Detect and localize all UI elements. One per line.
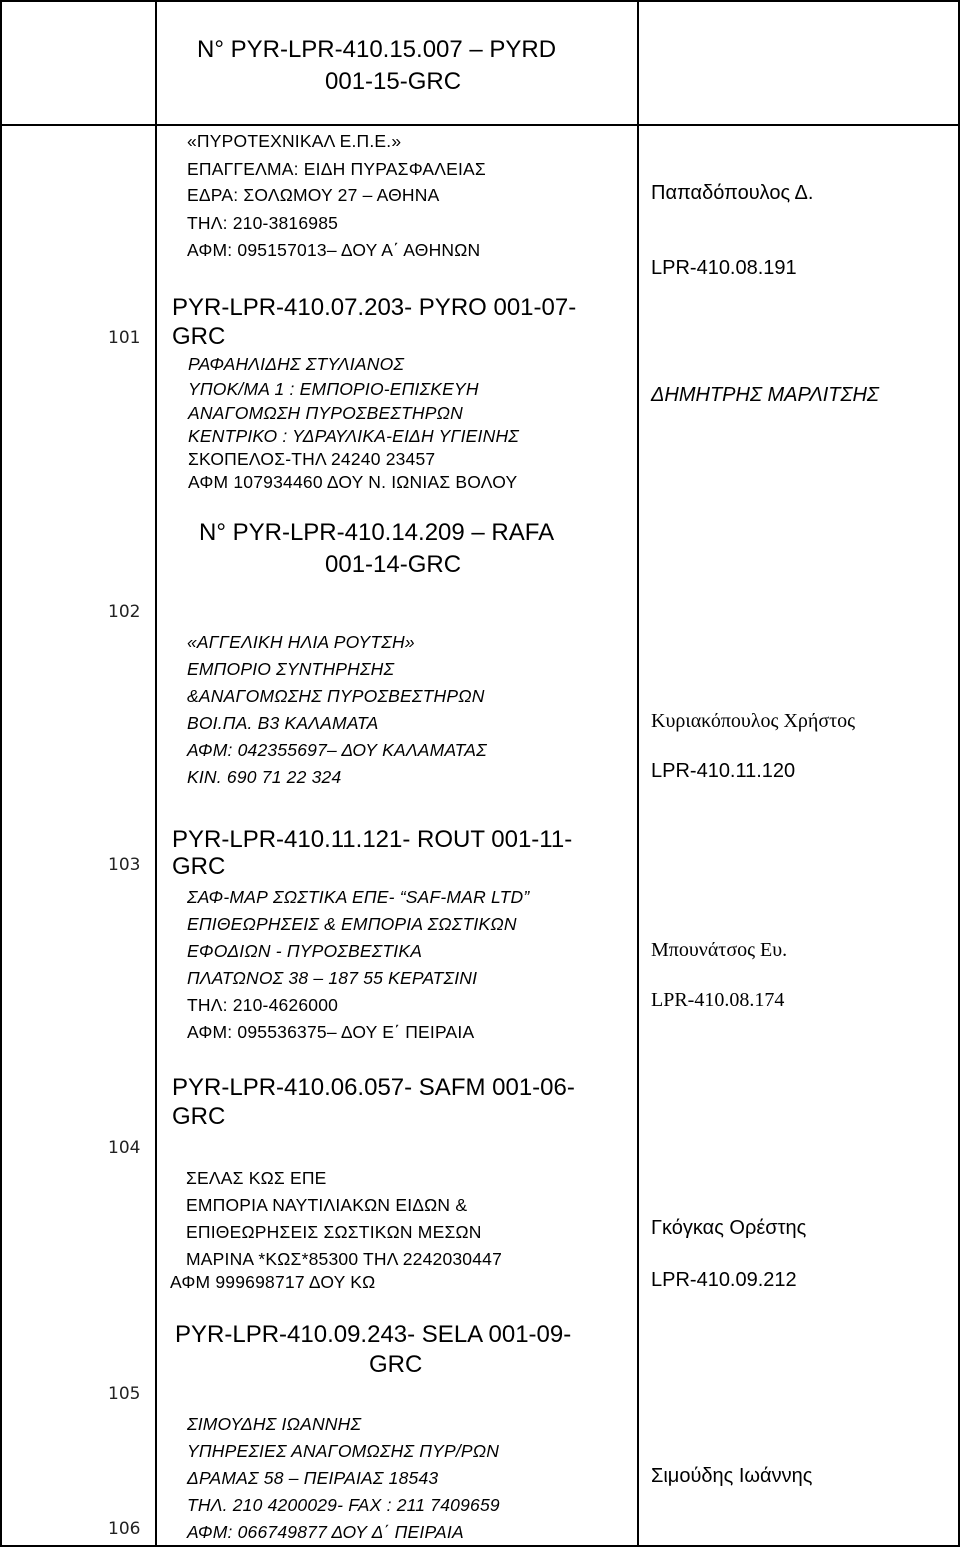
product-code-line2: GRC [172, 323, 226, 350]
product-code-line2: GRC [172, 1103, 226, 1130]
product-code-line1: PYR-LPR-410.11.121- ROUT 001-11- [172, 826, 573, 853]
company-line: ΔΡΑΜΑΣ 58 – ΠΕΙΡΑΙΑΣ 18543 [187, 1468, 439, 1488]
row-number-103: 103 [108, 855, 141, 875]
license-number: LPR-410.11.120 [651, 760, 796, 782]
product-code-line2: GRC [369, 1351, 423, 1378]
company-line: ΤΗΛ: 210-4626000 [187, 995, 339, 1015]
company-line: ΣΚΟΠΕΛΟΣ-ΤΗΛ 24240 23457 [188, 449, 436, 469]
company-line: ΚΙΝ. 690 71 22 324 [187, 767, 342, 787]
person-name: Παπαδόπουλος Δ. [651, 182, 814, 204]
row-number-105: 105 [108, 1384, 141, 1404]
company-line: «ΠΥΡΟΤΕΧΝΙΚΑΛ Ε.Π.Ε.» [187, 131, 402, 151]
product-code-line1: PYR-LPR-410.07.203- PYRO 001-07- [172, 294, 577, 321]
col-divider-1 [155, 0, 157, 1547]
product-code-line1: PYR-LPR-410.06.057- SAFM 001-06- [172, 1074, 575, 1101]
company-line: ΕΜΠΟΡΙΑ ΝΑΥΤΙΛΙΑΚΩΝ ΕΙΔΩΝ & [186, 1195, 468, 1215]
company-line: ΕΠΙΘΕΩΡΗΣΕΙΣ ΣΩΣΤΙΚΩΝ ΜΕΣΩΝ [186, 1222, 482, 1242]
company-line: ΑΦΜ: 066749877 ΔΟΥ Δ΄ ΠΕΙΡΑΙΑ [187, 1522, 464, 1542]
company-line: ΑΦΜ: 095536375– ΔΟΥ Ε΄ ΠΕΙΡΑΙΑ [187, 1022, 475, 1042]
company-line: ΕΠΙΘΕΩΡΗΣΕΙΣ & ΕΜΠΟΡΙΑ ΣΩΣΤΙΚΩΝ [187, 914, 517, 934]
product-code-line2: GRC [172, 853, 226, 880]
company-line: ΣΙΜΟΥΔΗΣ ΙΩΑΝΝΗΣ [187, 1414, 362, 1434]
person-name: ΔΗΜΗΤΡΗΣ ΜΑΡΛΙΤΣΗΣ [651, 384, 879, 406]
header-code-line2: 001-15-GRC [325, 68, 462, 95]
product-code-line2: 001-14-GRC [325, 551, 462, 578]
row-number-101: 101 [108, 328, 141, 348]
company-line: ΒΟΙ.ΠΑ. Β3 ΚΑΛΑΜΑΤΑ [187, 713, 379, 733]
company-line: ΑΦΜ 107934460 ΔΟΥ Ν. ΙΩΝΙΑΣ ΒΟΛΟΥ [188, 472, 518, 492]
company-line: ΚΕΝΤΡΙΚΟ : ΥΔΡΑΥΛΙΚΑ-ΕΙΔΗ ΥΓΙΕΙΝΗΣ [188, 426, 519, 446]
header-divider [0, 124, 960, 126]
company-line: ΕΦΟΔΙΩΝ - ΠΥΡΟΣΒΕΣΤΙΚΑ [187, 941, 423, 961]
company-line: ΑΦΜ: 095157013– ΔΟΥ Α΄ ΑΘΗΝΩΝ [187, 240, 481, 260]
row-number-106: 106 [108, 1519, 141, 1539]
company-line: ΑΦΜ: 042355697– ΔΟΥ ΚΑΛΑΜΑΤΑΣ [187, 740, 487, 760]
company-line: ΣΕΛΑΣ ΚΩΣ ΕΠΕ [186, 1168, 327, 1188]
license-number: LPR-410.09.212 [651, 1269, 797, 1291]
company-line: ΤΗΛ. 210 4200029- FAX : 211 7409659 [187, 1495, 500, 1515]
border-top [0, 0, 960, 2]
company-line: ΕΠΑΓΓΕΛΜΑ: ΕΙΔΗ ΠΥΡΑΣΦΑΛΕΙΑΣ [187, 159, 486, 179]
company-line: ΥΠΗΡΕΣΙΕΣ ΑΝΑΓΟΜΩΣΗΣ ΠΥΡ/ΡΩΝ [187, 1441, 500, 1461]
row-number-104: 104 [108, 1138, 141, 1158]
company-line: &ΑΝΑΓΟΜΩΣΗΣ ΠΥΡΟΣΒΕΣΤΗΡΩΝ [187, 686, 485, 706]
company-line: ΤΗΛ: 210-3816985 [187, 213, 339, 233]
license-number: LPR-410.08.191 [651, 257, 797, 279]
company-line: ΕΜΠΟΡΙΟ ΣΥΝΤΗΡΗΣΗΣ [187, 659, 395, 679]
company-line: ΣΑΦ-ΜΑΡ ΣΩΣΤΙΚΑ ΕΠΕ- “SAF-MAR LTD” [187, 887, 530, 907]
row-number-102: 102 [108, 602, 141, 622]
company-line: ΑΦΜ 999698717 ΔΟΥ ΚΩ [170, 1272, 376, 1292]
company-line: ΕΔΡΑ: ΣΟΛΩΜΟΥ 27 – ΑΘΗΝΑ [187, 185, 440, 205]
company-line: ΠΛΑΤΩΝΟΣ 38 – 187 55 ΚΕΡΑΤΣΙΝΙ [187, 968, 478, 988]
col-divider-2 [637, 0, 639, 1547]
company-line: ΜΑΡΙΝΑ *ΚΩΣ*85300 ΤΗΛ 2242030447 [186, 1249, 503, 1269]
person-name: Γκόγκας Ορέστης [651, 1217, 807, 1239]
person-name: Σιμούδης Ιωάννης [651, 1465, 813, 1487]
person-name: Κυριακόπουλος Χρήστος [651, 710, 856, 732]
product-code-line1: PYR-LPR-410.09.243- SELA 001-09- [175, 1321, 572, 1348]
border-left [0, 0, 2, 1547]
license-number: LPR-410.08.174 [651, 989, 785, 1011]
company-line: «ΑΓΓΕΛΙΚΗ ΗΛΙΑ ΡΟΥΤΣΗ» [187, 632, 415, 652]
company-line: ΥΠΟΚ/ΜΑ 1 : ΕΜΠΟΡΙΟ-ΕΠΙΣΚΕΥΗ [188, 379, 479, 399]
company-line: ΑΝΑΓΟΜΩΣΗ ΠΥΡΟΣΒΕΣΤΗΡΩΝ [188, 403, 463, 423]
header-code-line1: N° PYR-LPR-410.15.007 – PYRD [197, 36, 557, 63]
person-name: Μπουνάτσος Ευ. [651, 939, 788, 961]
product-code-line1: N° PYR-LPR-410.14.209 – RAFA [199, 519, 555, 546]
company-line: ΡΑΦΑΗΛΙΔΗΣ ΣΤΥΛΙΑΝΟΣ [188, 354, 405, 374]
